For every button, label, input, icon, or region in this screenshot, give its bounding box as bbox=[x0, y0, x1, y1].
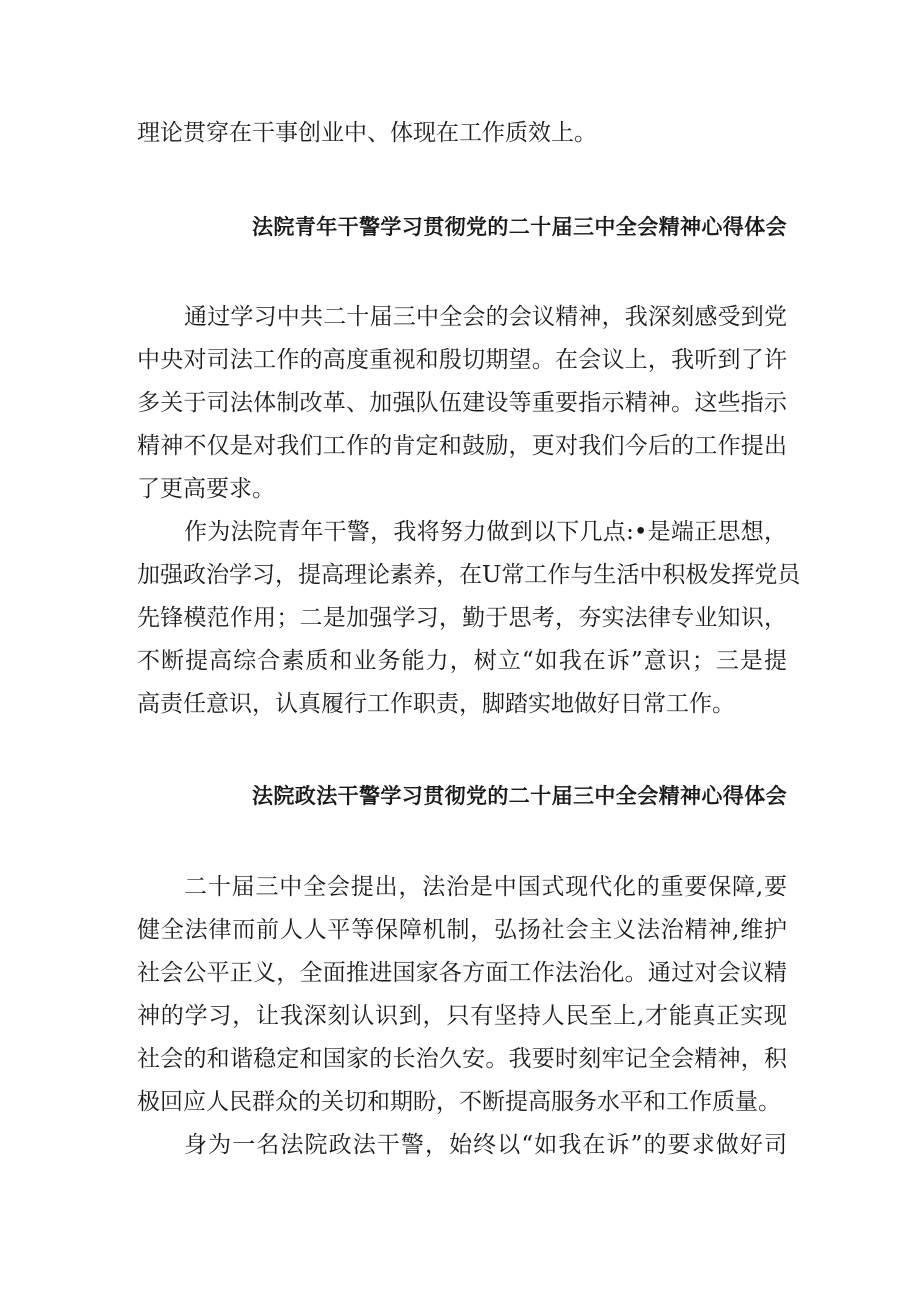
text-line: 中央对司法工作的高度重视和殷切期望。在会议上，我听到了许 bbox=[137, 347, 787, 373]
text-line: 多关于司法体制改革、加强队伍建设等重要指示精神。这些指示 bbox=[137, 390, 787, 416]
section2-paragraph-2 bbox=[137, 1124, 787, 1167]
text-line: 身为一名法院政法干警，始终以“如我在诉”的要求做好司 bbox=[184, 1132, 787, 1158]
text-line: 不断提高综合素质和业务能力，树立“如我在诉”意识；三是提 bbox=[137, 648, 787, 674]
text-line: 理论贯穿在干事创业中、体现在工作质效上。 bbox=[137, 120, 597, 146]
text-line: 健全法律而前人人平等保障机制，弘扬社会主义法治精神,维护 bbox=[137, 917, 787, 943]
text-line: 了更高要求。 bbox=[137, 476, 275, 502]
text-line: 社会公平正义，全面推进国家各方面工作法治化。通过对会议精 bbox=[137, 960, 787, 986]
section2-paragraph-1 bbox=[137, 866, 787, 1124]
text-line: 二十届三中全会提出，法治是中国式现代化的重要保障,要 bbox=[184, 874, 787, 900]
text-line: 精神不仅是对我们工作的肯定和鼓励，更对我们今后的工作提出 bbox=[137, 433, 787, 459]
text-line: 加强政治学习，提高理论素养，在U常工作与生活中积极发挥党员 bbox=[137, 562, 801, 588]
intro-paragraph bbox=[137, 112, 787, 155]
text-line: 社会的和谐稳定和国家的长治久安。我要时刻牢记全会精神，积 bbox=[137, 1046, 787, 1072]
text-line: 高责任意识，认真履行工作职责，脚踏实地做好日常工作。 bbox=[137, 691, 735, 717]
text-line: 通过学习中共二十届三中全会的会议精神，我深刻感受到党 bbox=[184, 304, 787, 330]
text-line: 作为法院青年干警，我将努力做到以下几点:•是端正思想， bbox=[184, 519, 787, 545]
section1-paragraph-2 bbox=[137, 511, 801, 726]
section-title: 法院政法干警学习贯彻党的二十届三中全会精神心得体会 bbox=[252, 783, 787, 808]
section-title: 法院青年干警学习贯彻党的二十届三中全会精神心得体会 bbox=[252, 214, 787, 239]
text-line: 极回应人民群众的关切和期盼，不断提高服务水平和工作质量。 bbox=[137, 1089, 781, 1115]
text-line: 先锋模范作用；二是加强学习，勤于思考，夯实法律专业知识， bbox=[137, 605, 787, 631]
text-line: 神的学习，让我深刻认识到，只有坚持人民至上,才能真正实现 bbox=[137, 1003, 787, 1029]
section1-paragraph-1 bbox=[137, 296, 787, 511]
